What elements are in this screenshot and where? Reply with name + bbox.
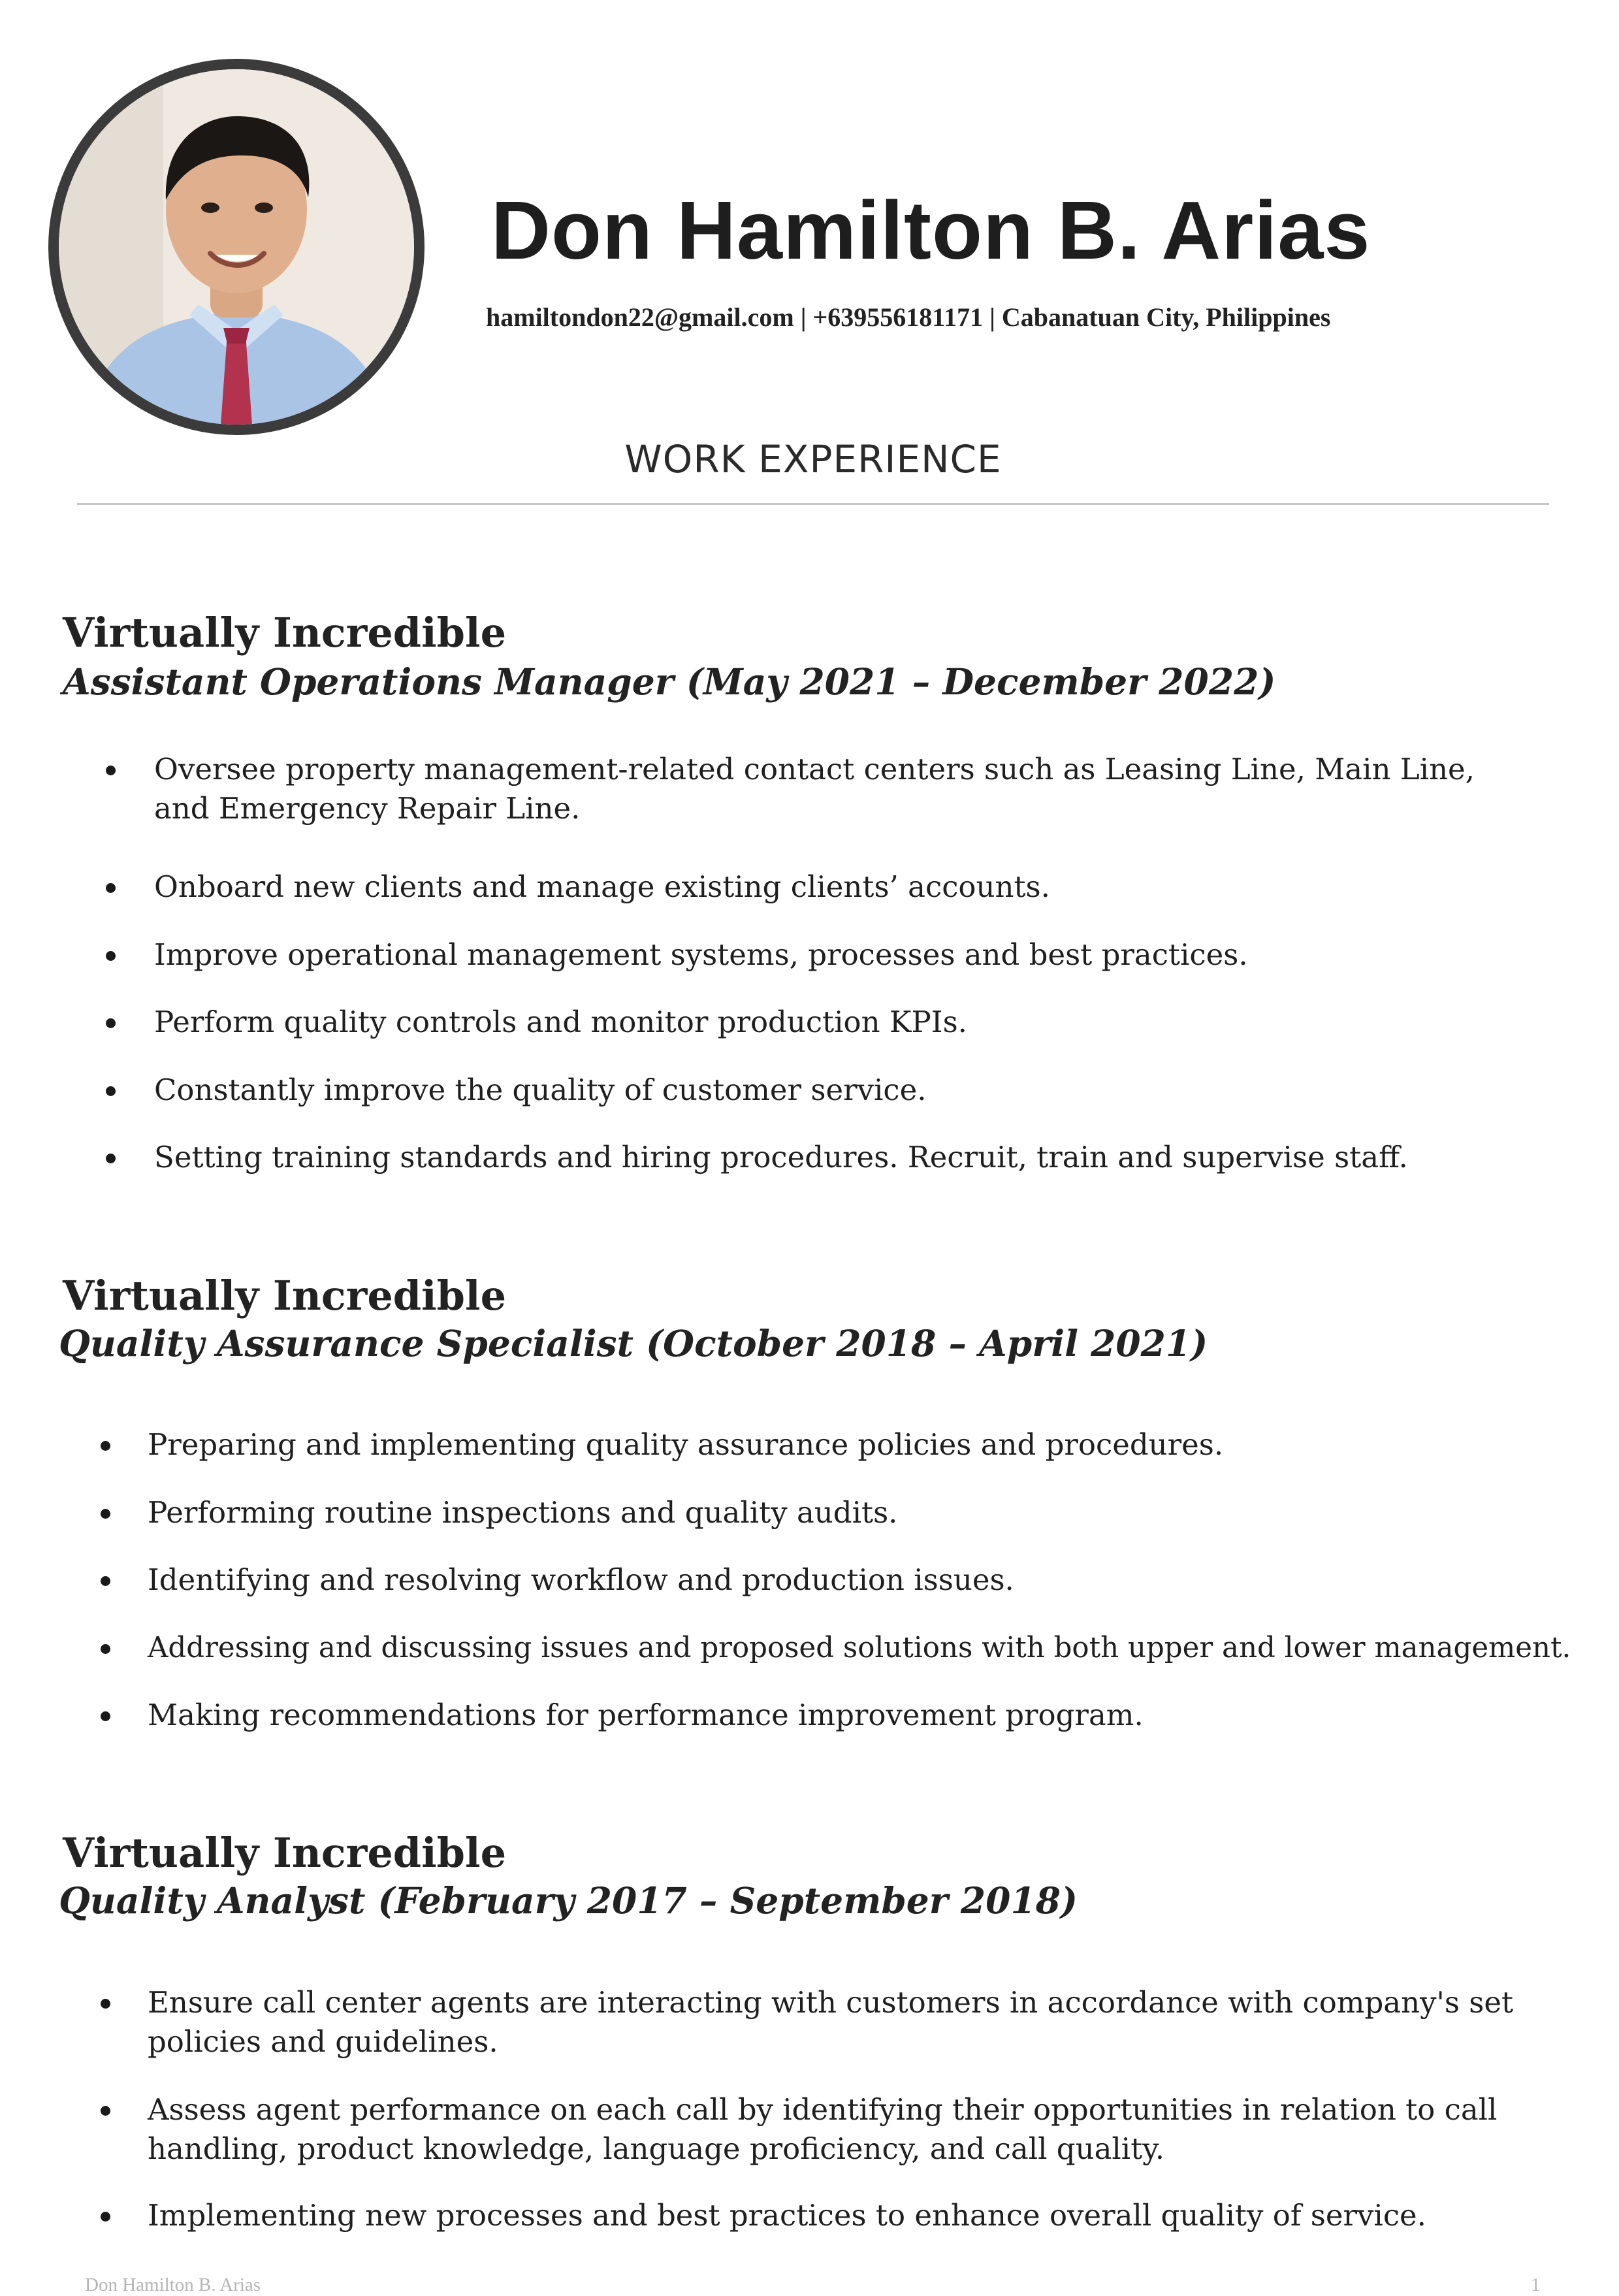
phone-text: +639556181171	[812, 302, 984, 332]
bullet-dot	[106, 1086, 116, 1096]
footer-page-number: 1	[1531, 2274, 1541, 2295]
bullet-dot	[101, 2106, 110, 2116]
bullet-dot	[101, 1999, 110, 2009]
bullet-dot	[101, 1644, 110, 1654]
contact-separator: |	[989, 302, 995, 332]
footer-name: Don Hamilton B. Arias	[85, 2274, 261, 2295]
bullet-dot	[101, 1509, 110, 1519]
job-role: Quality Assurance Specialist (October 2018 – April 2021)	[59, 1322, 1208, 1365]
location-text: Cabanatuan City, Philippines	[1001, 302, 1331, 332]
bullet-text: Setting training standards and hiring procedures. Recruit, train and supervise staff.	[154, 1140, 1408, 1174]
candidate-name: Don Hamilton B. Arias	[491, 184, 1371, 276]
bullet-dot	[106, 883, 116, 893]
bullet-text: Onboard new clients and manage existing clients’ accounts.	[154, 869, 1050, 904]
bullet-text: Constantly improve the quality of customer service.	[154, 1073, 927, 1107]
bullet-dot	[106, 1018, 116, 1028]
bullet-text: Identifying and resolving workflow and production issues.	[148, 1562, 1014, 1597]
bullet-dot	[106, 766, 116, 775]
bullet-dot	[106, 1154, 116, 1163]
company-name: Virtually Incredible	[63, 609, 507, 656]
bullet-text: Addressing and discussing issues and proposed solutions with both upper and lower management.	[148, 1632, 1571, 1664]
profile-portrait	[59, 69, 414, 425]
bullet-dot	[101, 2212, 110, 2222]
bullet-text: Oversee property management-related contact centers such as Leasing Line, Main Line, and Emergency Repair Line.	[154, 752, 1475, 826]
bullet-text: Implementing new processes and best practices to enhance overall quality of service.	[148, 2198, 1426, 2233]
bullet-text: Making recommendations for performance improvement program.	[148, 1698, 1144, 1732]
contact-line	[486, 304, 1330, 331]
email-text: hamiltondon22@gmail.com	[486, 302, 794, 332]
bullet-text: Perform quality controls and monitor production KPIs.	[154, 1005, 967, 1039]
section-divider	[77, 503, 1549, 505]
bullet-text: Improve operational management systems, processes and best practices.	[154, 937, 1248, 972]
job-role: Quality Analyst (February 2017 – September 2018)	[59, 1879, 1078, 1922]
bullet-text: Preparing and implementing quality assurance policies and procedures.	[148, 1427, 1224, 1462]
bullet-dot	[101, 1441, 110, 1451]
section-title-work-experience: WORK EXPERIENCE	[624, 437, 1002, 481]
job-role: Assistant Operations Manager (May 2021 – December 2022)	[63, 660, 1276, 703]
bullet-dot	[106, 951, 116, 961]
bullet-dot	[101, 1576, 110, 1586]
company-name: Virtually Incredible	[63, 1272, 507, 1319]
contact-separator: |	[800, 302, 807, 332]
bullet-dot	[101, 1711, 110, 1721]
bullet-text: Ensure call center agents are interacting with customers in accordance with company's set policies and guidelines.	[148, 1985, 1514, 2059]
bullet-text: Performing routine inspections and quality audits.	[148, 1495, 898, 1530]
company-name: Virtually Incredible	[63, 1829, 507, 1877]
profile-photo	[48, 59, 425, 435]
bullet-text: Assess agent performance on each call by identifying their opportunities in relation to call handling, product knowledge, language proficiency, and call quality.	[148, 2092, 1498, 2166]
